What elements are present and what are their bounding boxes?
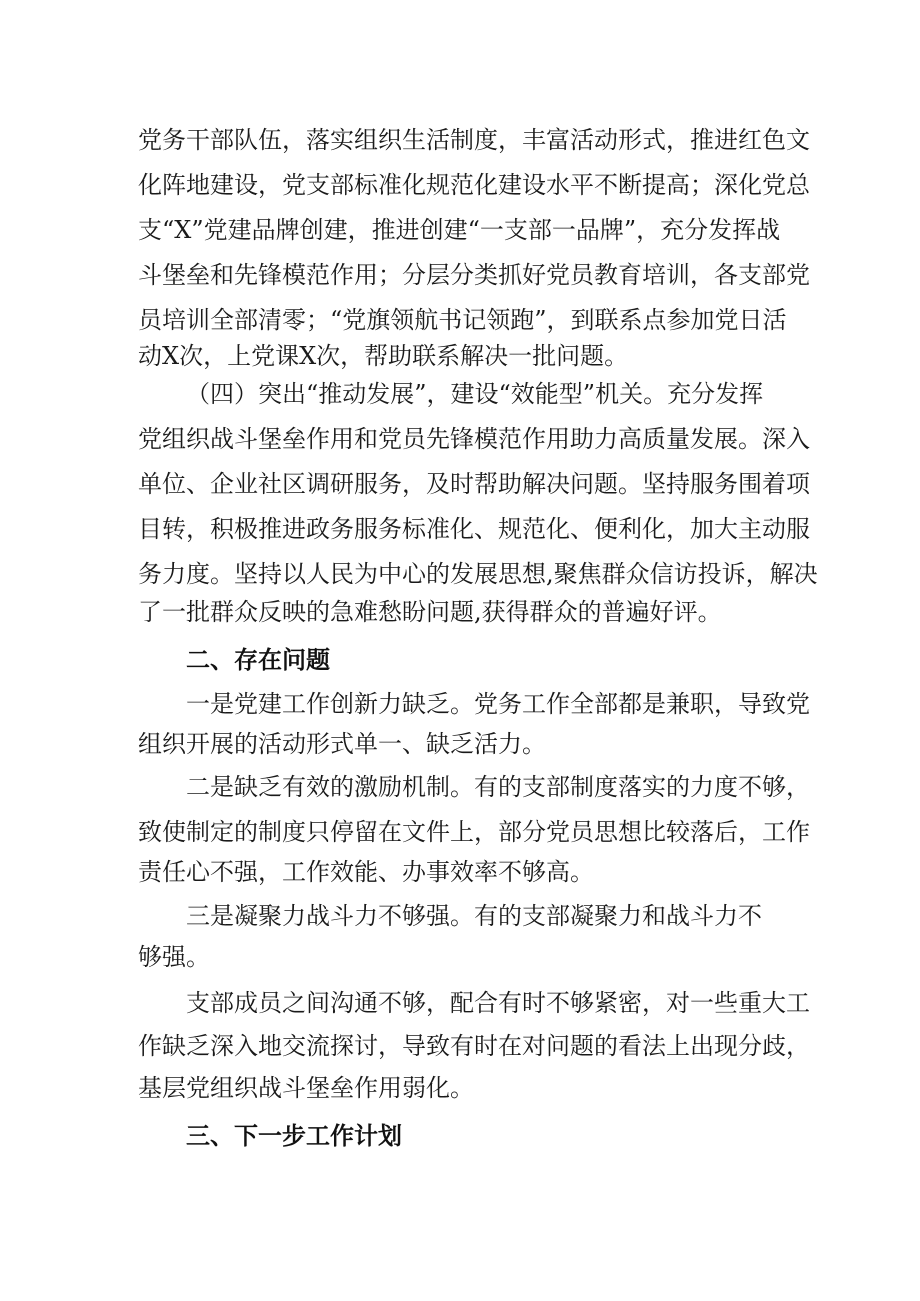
text-line: 三是凝聚力战斗力不够强。有的支部凝聚力和战斗力不 — [186, 902, 762, 930]
text-line: 动X次，上党课X次，帮助联系解决一批问题。 — [138, 342, 629, 370]
text-line: 目转，积极推进政务服务标准化、规范化、便利化，加大主动服 — [138, 515, 810, 543]
text-line: 二是缺乏有效的激励机制。有的支部制度落实的力度不够， — [186, 773, 810, 801]
text-line: 斗堡垒和先锋模范作用；分层分类抓好党员教育培训，各支部党 — [138, 261, 810, 289]
text-line: 基层党组织战斗堡垒作用弱化。 — [138, 1074, 474, 1102]
text-line: 组织开展的活动形式单一、缺乏活力。 — [138, 730, 546, 758]
text-line: 够强。 — [138, 943, 210, 971]
text-line: 员培训全部清零；“党旗领航书记领跑”，到联系点参加党日活 — [138, 306, 787, 334]
text-line: 责任心不强，工作效能、办事效率不够高。 — [138, 858, 594, 886]
text-line: 了一批群众反映的急难愁盼问题,获得群众的普遍好评。 — [138, 598, 722, 626]
text-line: 支“X”党建品牌创建，推进创建“一支部一品牌”，充分发挥战 — [138, 216, 781, 244]
text-line: 务力度。坚持以人民为中心的发展思想,聚焦群众信访投诉，解决 — [138, 560, 818, 588]
text-line: 作缺乏深入地交流探讨，导致有时在对问题的看法上出现分歧， — [138, 1032, 810, 1060]
text-line: 党务干部队伍，落实组织生活制度，丰富活动形式，推进红色文 — [138, 126, 810, 154]
text-line: 党组织战斗堡垒作用和党员先锋模范作用助力高质量发展。深入 — [138, 425, 810, 453]
text-line: 支部成员之间沟通不够，配合有时不够紧密，对一些重大工 — [186, 989, 810, 1017]
text-line: 一是党建工作创新力缺乏。党务工作全部都是兼职，导致党 — [186, 690, 810, 718]
text-line: 单位、企业社区调研服务，及时帮助解决问题。坚持服务围着项 — [138, 470, 810, 498]
text-line: 化阵地建设，党支部标准化规范化建设水平不断提高；深化党总 — [138, 171, 810, 199]
text-line: 致使制定的制度只停留在文件上，部分党员思想比较落后，工作 — [138, 818, 810, 846]
section-heading-next-plan: 三、下一步工作计划 — [186, 1122, 402, 1150]
section-heading-problems: 二、存在问题 — [186, 646, 330, 674]
text-line: （四）突出“推动发展”，建设“效能型”机关。充分发挥 — [186, 380, 764, 408]
